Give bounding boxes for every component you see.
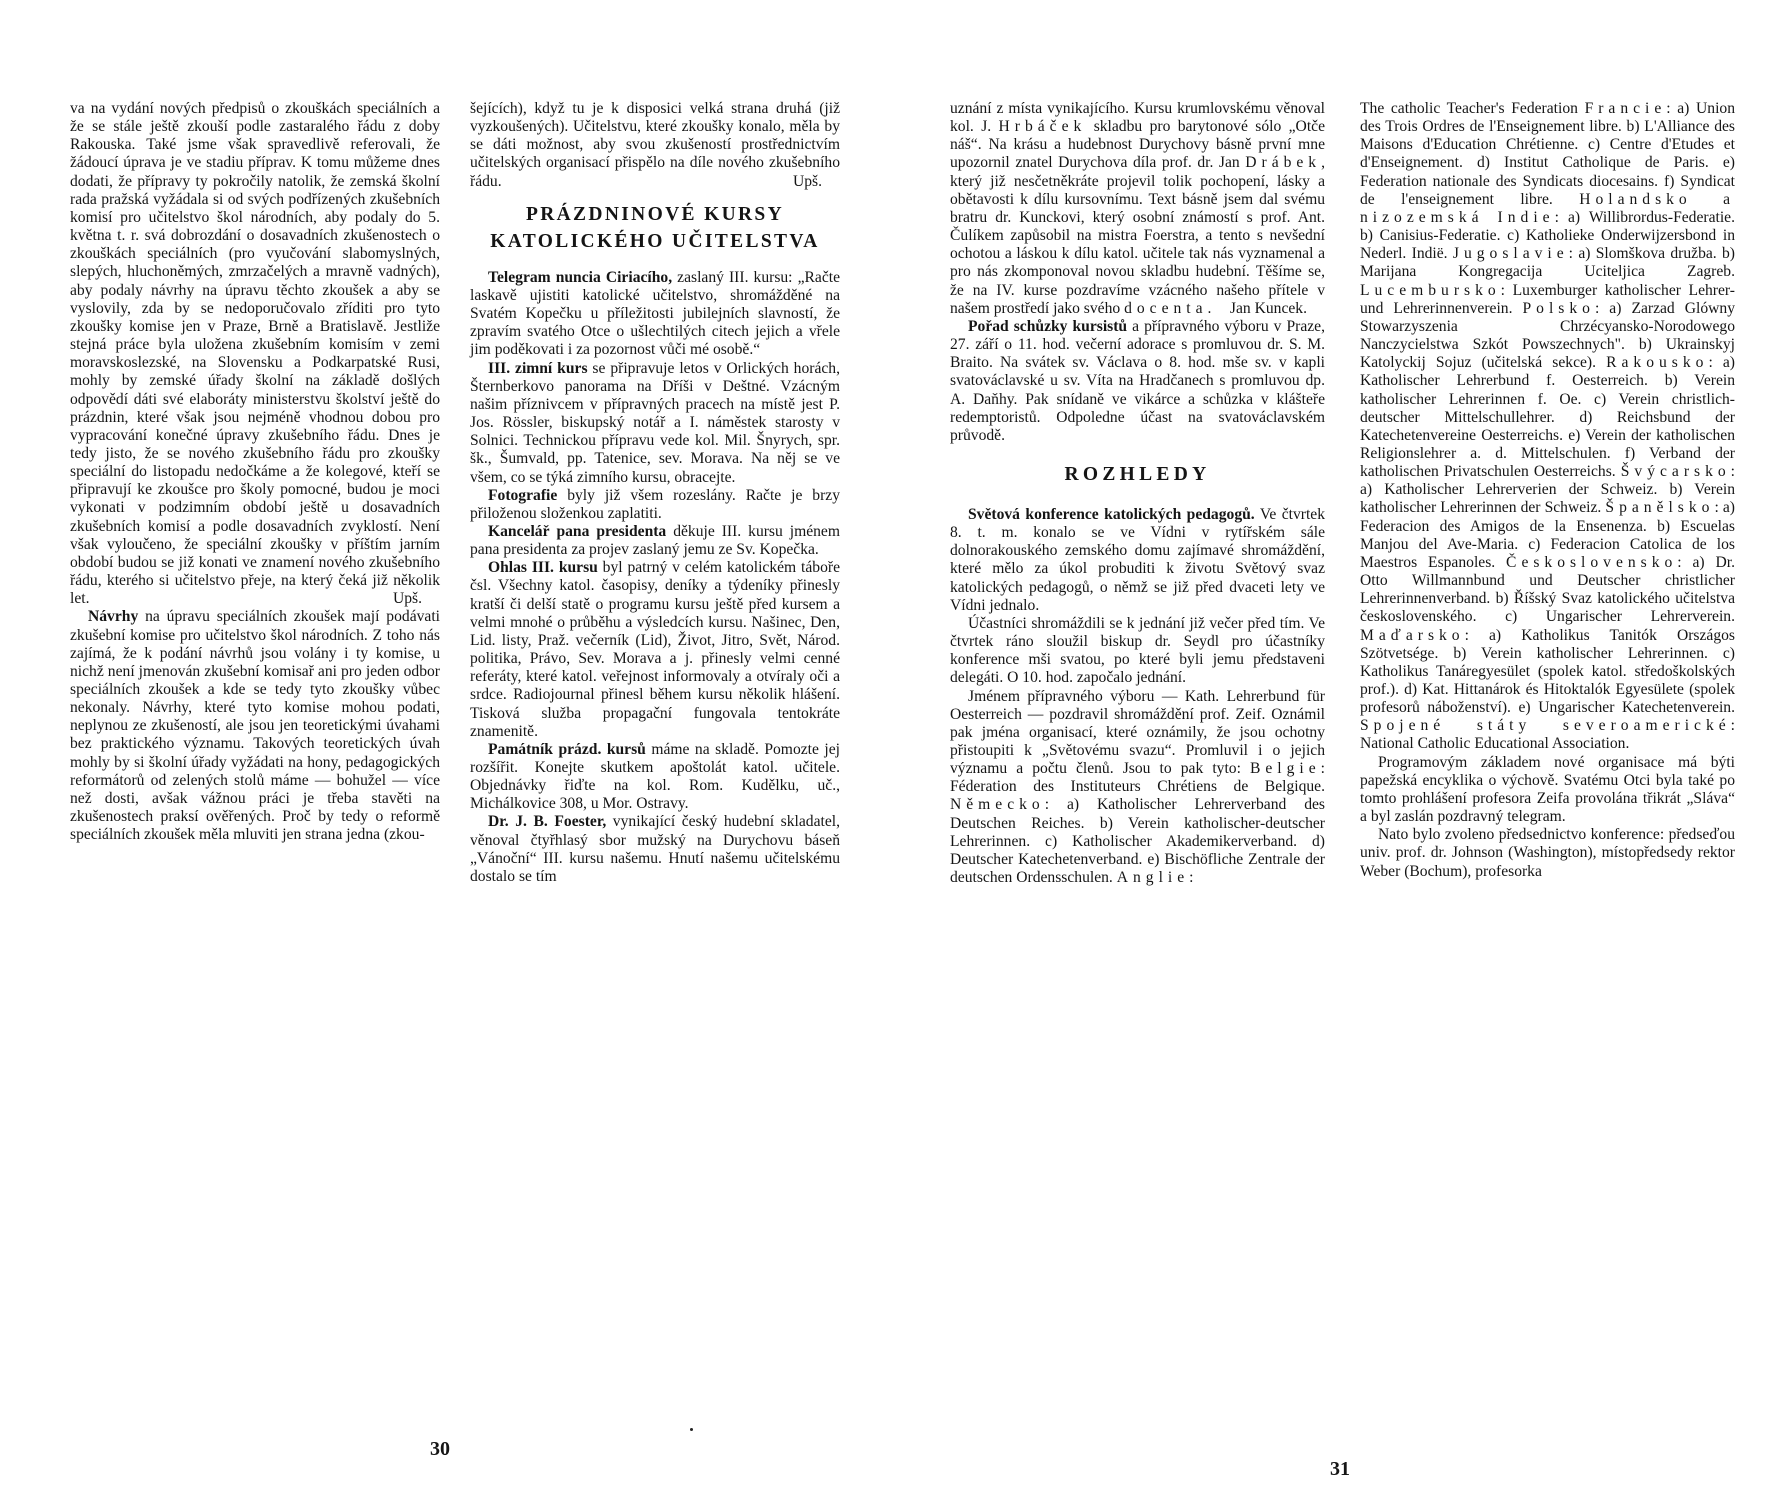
article-paragraph: Nato bylo zvoleno předsednictvo konference: předseďou univ. prof. dr. Johnson (Washington), místopředsedy rektor Weber (Bochum), profesorka bbox=[1360, 826, 1735, 880]
paragraph-lead: Návrhy bbox=[88, 608, 139, 626]
news-item: III. zimní kurs se připravuje letos v Orlických horách, Šternberkovo panorama na Dříši v Deštné. Vzácným našim příznivcem v přípravných pracech na místě jest P. Jos. Rössler, biskupský notář a I. náměstek starosty v Solnici. Technickou přípravu vede kol. Mil. Šnyrych, spr. šk., Šumvald, pp. Tatenice, sev. Morava. Na něj se ve všem, co se týká zimního kursu, obracejte. bbox=[470, 359, 840, 486]
article-paragraph: Návrhy na úpravu speciálních zkoušek mají podávati zkušební komise pro učitelstvo škol národních. Z toho nás zajímá, že k podání návrhů jsou volány i ty komise, u nichž není jmenován zkušební komisař ani pro jeden odbor speciálních zkoušek a kde se tedy tyto zkoušky vůbec nekonaly. Návrhy, které tyto komise mohou podati, neplynou ze zkušeností, ale jsou jen teoretickými úvahami bez praktického významu. Takových teoretických úvah mohly by si školní úřady vyžádati na hony, pedagogických reformátorů od zelených stolů máme — bohužel — více než dosti, avšak vážnou práci je třeba stavěti na zkušenostech praksí ověřených. Proč by tedy o reformě speciálních zkoušek měla mluviti jen strana jedna (zkou- bbox=[70, 608, 440, 844]
news-item: Kancelář pana presidenta děkuje III. kursu jménem pana presidenta za projev zaslaný jemu ze Sv. Kopečka. bbox=[470, 522, 840, 559]
article-paragraph: uznání z místa vynikajícího. Kursu krumlovskému věnoval kol. J. Hrbáček skladbu pro barytonové sólo „Otče náš“. Na krásu a hudebnost Durychovy básně první mne upozornil znatel Durychova díla prof. dr. Jan Drábek, který již nesčetněkráte projevil tolik pochopení, lásky a obětavosti k dílu kursovnímu. Text básně jsem dal svému bratru dr. Kunckovi, který osobní známostí s prof. Ant. Čulíkem zapůsobil na mistra Foerstra, a tento s nevšední ochotou a láskou k dílu katol. učitele tak nás vyznamenal a pro nás zkomponoval novou skladbu hudební. Těšíme se, že na IV. kurse pozdravíme vzácného našeho přítele v našem prostředí jako svého docenta. Jan Kuncek. bbox=[950, 100, 1325, 317]
article-paragraph: šejících), když tu je k disposici velká strana druhá (již vyzkoušených). Učitelstvu, které zkoušky konalo, měla by se dáti možnost, aby svou zkušeností prostřednictvím učitelských organisací přispělo na díle nového zkušebního řádu. Upš. bbox=[470, 100, 840, 190]
section-heading: PRÁZDNINOVÉ KURSY KATOLICKÉHO UČITELSTVA bbox=[490, 203, 820, 252]
article-paragraph: Programovým základem nové organisace má býti papežská encyklika o výchově. Svatému Otci byla také po tomto prohlášení profesora Zeifa provolána třikrát „Sláva“ a byl zaslán pozdravný telegram. bbox=[1360, 753, 1735, 826]
article-paragraph: Účastníci shromáždili se k jednání již večer před tím. Ve čtvrtek ráno sloužil biskup dr. Seydl pro účastníky konference mši svatou, po které byli jemu představeni delegáti. O 10. hod. započalo jednání. bbox=[950, 614, 1325, 687]
news-item: Telegram nuncia Ciriacího, zaslaný III. kursu: „Račte laskavě ujistiti katolické učitelstvo, shromážděné na Svatém Kopečku u příležitosti jubilejních slavností, že zpravím svatého Otce o ušlechtilých citech jejich a vřele jim poděkovati i za pozornost vůči mé osobě.“ bbox=[470, 268, 840, 359]
print-speck bbox=[690, 1428, 693, 1431]
article-paragraph: Světová konference katolických pedagogů. Ve čtvrtek 8. t. m. konalo se ve Vídni v rytířském sále dolnorakouského zemského domu zajímavé shromáždění, které mělo za úkol probuditi k životu Světový svaz katolických pedagogů, o němž se již před dvaceti lety ve Vídni jednalo. bbox=[950, 505, 1326, 614]
page-number: 31 bbox=[1330, 1458, 1350, 1480]
news-item: Pořad schůzky kursistů a přípravného výboru v Praze, 27. září o 11. hod. večerní adorace s promluvou dr. S. M. Braito. Na svátek sv. Václava o 8. hod. mše sv. v kapli svatováclavské u sv. Víta na Hradčanech s promluvou dp. A. Daňhy. Pak snídaně ve vikárce a schůzka v klášteře redemptoristů. Odpoledne účast na svatováclavském průvodě. bbox=[950, 317, 1325, 444]
author-signature: Upš. bbox=[392, 590, 422, 608]
page-31-column-1 bbox=[950, 100, 1325, 887]
article-paragraph: Jménem přípravného výboru — Kath. Lehrerbund für Oesterreich — pozdravil shromáždění prof. Zeif. Oznámil pak jména organisací, které oznámily, že jsou ochotny přistoupiti k „Světovému svazu“. Promluvil i o jejich významu a počtu členů. Jsou to pak tyto: Belgie: Féderation des Instituteurs Chrétiens de Belgique. Německo: a) Katholischer Lehrerverband des Deutschen Reiches. b) Verein katholischer-deutscher Lehrerinnen. c) Katholischer Akademikerverband. d) Deutscher Katechetenverband. e) Bischöfliche Zentrale der deutschen Ordensschulen. Anglie: bbox=[950, 687, 1325, 887]
article-paragraph: The catholic Teacher's Federation Francie: a) Union des Trois Ordres de l'Enseignement libre. b) L'Alliance des Maisons d'Education Chrétienne. c) Centre d'Etudes et d'Enseignement. d) Institut Catholique de Paris. e) Federation nationale des Syndicats diocesains. f) Syndicat de l'enseignement libre. Holandsko a nizozemská Indie: a) Willibrordus-Federatie. b) Canisius-Federatie. c) Katholieke Onderwijzersbond in Nederl. Indië. Jugoslavie: a) Slomškova družba. b) Marijana Kongregacija Uciteljica Zagreb. Lucembursko: Luxemburger katholischer Lehrer- und Lehrerinnenverein. Polsko: a) Zarzad Glówny Stowarzyszenia Chrzécyansko-Norodowego Nanczycielstwa Szkót Powszechnych". b) Ukrainskyj Katolyckij Sojuz (učitelská sekce). Rakousko: a) Katholischer Lehrerbund f. Oesterreich. b) Verein katholischer Lehrerinnen f. Oe. c) Verein christlich-deutscher Mittelschullehrer. d) Reichsbund der Katechetenvereine Oesterreichs. e) Verein der katholischen Religionslehrer a. d. Mittelschulen. f) Verband der katholischen Privatschulen Oesterreichs. Švýcarsko: a) Katholischer Lehrerverien der Schweiz. b) Verein katholischer Lehrerinnen der Schweiz. Španělsko: a) Federacion des Amigos de la Ensenenza. b) Escuelas Manjou del Ave-Maria. c) Federacion Catolica de los Maestros Espanoles. Československo: a) Dr. Otto Willmannbund und Deutscher christlicher Lehrerinnenverband. b) Říšský Svaz katolického učitelstva československého. c) Ungarischer Lehrerverein. Maďarsko: a) Katholikus Tanitók Országos Szötvetsége. b) Verein katholischer Lehrerinnen. c) Katholikus Tanáregyesület (spolek katol. středoškolských prof.). d) Kat. Hittanárok és Hitoktalók Egyesülete (spolek profesorů náboženství). e) Ungarischer Katechetenverein. Spojené státy severoamerické: National Catholic Educational Association. bbox=[1360, 100, 1736, 753]
page-30-column-2 bbox=[470, 100, 840, 886]
news-item: Památník prázd. kursů máme na skladě. Pomozte jej rozšířit. Konejte skutkem apoštolát katol. učitele. Objednávky řiďte na kol. Rom. Kudělku, uč., Michálkovice 308, u Mor. Ostravy. bbox=[470, 740, 840, 813]
news-item: Fotografie byly již všem rozeslány. Račte je brzy přiloženou složenkou zaplatiti. bbox=[470, 486, 840, 522]
author-signature: Jan Kuncek. bbox=[1229, 299, 1307, 317]
page-number: 30 bbox=[430, 1438, 450, 1460]
section-heading: ROZHLEDY bbox=[1064, 463, 1211, 485]
article-paragraph: va na vydání nových předpisů o zkouškách speciálních a že se stále ještě zkouší podle zastaralého řádu z doby Rakouska. Také jsme však spravedlivě referovali, že žádoucí úprava je ve stadiu příprav. K tomu můžeme dnes dodati, že přípravy ty pokročily natolik, že zemská školní rada pražská vyžádala si od svých podřízených zkušebních komisí pro učitelstvo škol národních, aby podaly do 5. května t. r. svá dobrozdání o dosavadních zkušenostech o zkouškách speciálních (pro vyučování slabomyslných, slepých, hluchoněmých, zmrzačelých a mravně vadných), aby podaly návrhy na úpravu těchto zkoušek a aby se vyslovily, zda by se nedoporučovalo zříditi pro tyto zkoušky komise jen v Praze, Brně a Bratislavě. Jestliže stejná práce byla uložena zkušebním komisím v zemi moravskoslezské, na Slovensku a Podkarpatské Rusi, mohly by zemské úřady školní na základě došlých odpovědí dáti své elaboráty ministerstvu školství ještě do prázdnin, které však jsou nejméně vhodnou dobou pro vypracování konečné úpravy zkušebního řádu. Dnes je tedy jisto, že se nového zkušebního řádu pro zkoušky speciální do listopadu nedočkáme a že kolegové, kteří se připravují ke zkoušce pro školy pomocné, budou je moci vykonati v podzimním období ještě u dosavadních zkušebních komisí a podle dosavadních zvyklostí. Není však vyloučeno, že speciální zkoušky v příštím jarním období budou se již konati ve znamení nového zkušebního řádu, kterého si učitelstvo přeje, na který čeká již několik let. Upš. bbox=[70, 100, 440, 608]
page-30-column-1 bbox=[70, 100, 440, 844]
page-31-column-2 bbox=[1360, 100, 1735, 881]
author-signature: Upš. bbox=[792, 172, 822, 190]
news-item: Dr. J. B. Foester, vynikající český hudební skladatel, věnoval čtyřhlasý sbor mužský na Durychovu báseň „Vánoční“ III. kursu našemu. Hnutí našemu učitelskému dostalo se tím bbox=[470, 813, 840, 885]
news-item: Ohlas III. kursu byl patrný v celém katolickém táboře čsl. Všechny katol. časopisy, deníky a týdeníky přinesly kratší či delší statě o programu kursu ještě před kursem a velmi mnohé o průběhu a výsledcích kursu. Našinec, Den, Lid. listy, Praž. večerník (Lid), Život, Jitro, Svět, Národ. politika, Právo, Sev. Morava a j. přinesly velmi cenné referáty, které katol. veřejnost informovaly a otvíraly oči a srdce. Radiojournal přinesl během kursu několik hlášení. Tisková služba propagační fungovala tentokráte znamenitě. bbox=[470, 559, 840, 740]
